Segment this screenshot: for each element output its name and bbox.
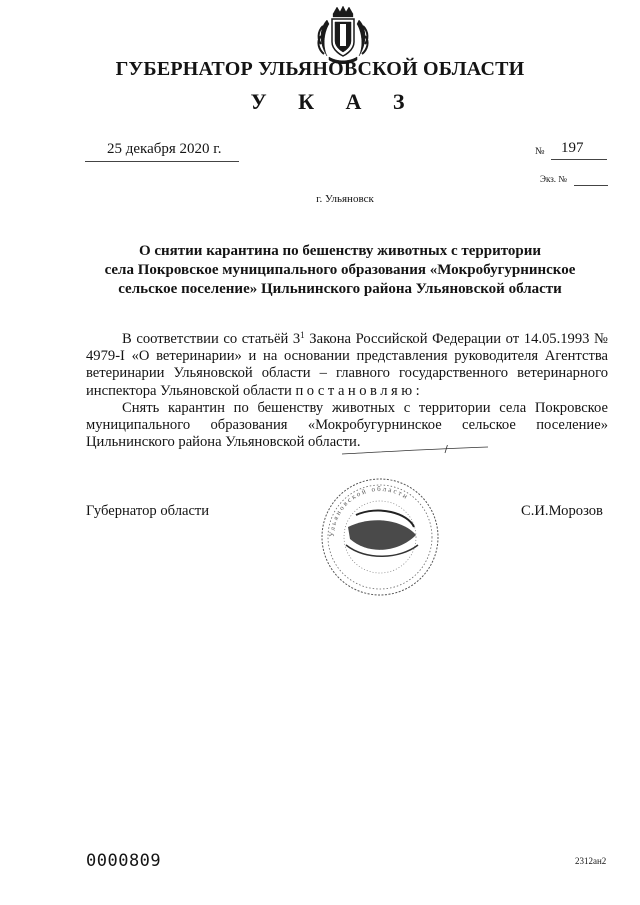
decree-keyword: постановляю	[295, 382, 416, 399]
number-field	[535, 140, 607, 160]
number-prefix: №	[535, 146, 545, 157]
body-paragraph-preamble: В соответствии со статьёй $3^1$ Закона Российской Федерации от 14.05.1993 № 4979-I «О ветеринарии» и на основании представления руководителя Агентства ветеринарии Ульяновской области – главного государственного ветеринарного инспектора Ульяновской области постановляю:	[86, 330, 608, 399]
copy-label: Экз. №	[540, 174, 567, 184]
title-line: сельское поселение» Цильнинского района Ульяновской области	[118, 281, 562, 297]
signatory-position: Губернатор области	[86, 503, 210, 519]
form-serial-number: 0000809	[86, 851, 162, 871]
print-code: 2312ан2	[575, 856, 607, 866]
document-date: 25 декабря 2020 г.	[107, 141, 222, 157]
issuing-authority: ГУБЕРНАТОР УЛЬЯНОВСКОЙ ОБЛАСТИ	[115, 58, 525, 80]
round-seal-stamp-icon	[318, 475, 442, 599]
copy-number-field	[540, 174, 608, 186]
copy-underline	[574, 185, 608, 186]
signatory-name: С.И.Морозов	[521, 503, 603, 519]
city: г. Ульяновск	[316, 193, 374, 205]
document-number: 197	[561, 140, 584, 156]
signature-strokes	[340, 445, 490, 457]
document-type: У К А З	[250, 89, 418, 114]
document-title	[90, 242, 590, 299]
coat-of-arms-icon	[313, 4, 373, 66]
document-body	[86, 331, 608, 451]
svg-text:Ульяновской области: Ульяновской области	[327, 484, 411, 538]
number-underline	[551, 159, 607, 160]
body-paragraph-decision: Снять карантин по бешенству животных с территории села Покровское муниципального образования «Мокробугурнинское сельское поселение» Цильнинского района Ульяновской области.	[86, 399, 608, 451]
date-field	[85, 141, 239, 162]
article-superscript: 1	[300, 330, 305, 340]
title-line: села Покровское муниципального образования «Мокробугурнинское	[104, 262, 576, 278]
title-line: О снятии карантина по бешенству животных с территории	[138, 243, 542, 259]
